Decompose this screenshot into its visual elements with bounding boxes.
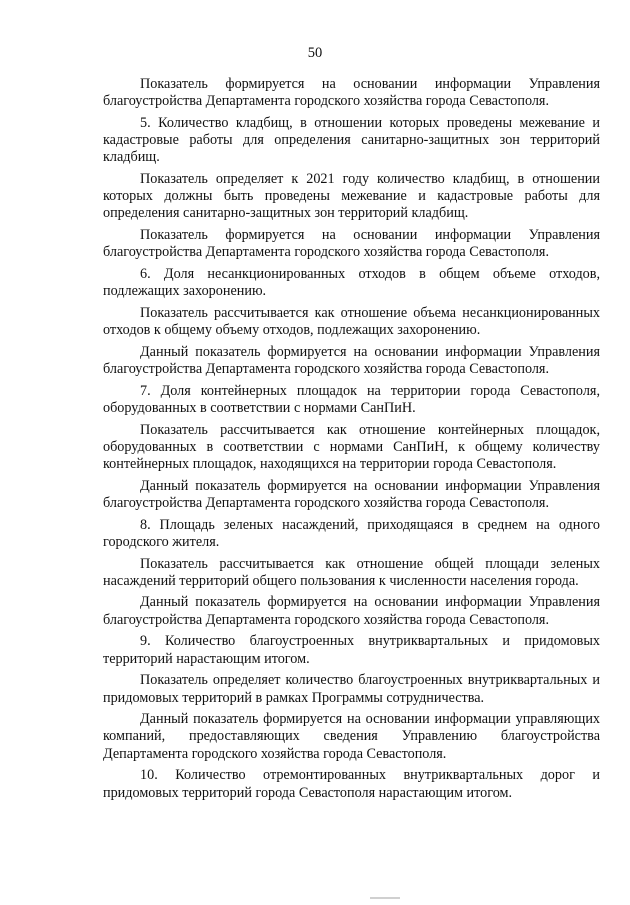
- paragraph-source-5: Показатель формируется на основании информации Управления благоустройства Департамента городского хозяйства города Севастополя.: [103, 227, 600, 261]
- scan-artifact: [370, 897, 400, 899]
- page-number: 50: [307, 45, 323, 61]
- paragraph-definition-6: Показатель рассчитывается как отношение объема несанкционированных отходов к общему объему отходов, подлежащих захоронению.: [103, 304, 600, 339]
- paragraph-source-1: Показатель формируется на основании информации Управления благоустройства Департамента городского хозяйства города Севастополя.: [103, 76, 600, 110]
- paragraph-indicator-5: 5. Количество кладбищ, в отношении которых проведены межевание и кадастровые работы для определения санитарно-защитных зон территорий кладбищ.: [103, 114, 600, 166]
- paragraph-definition-5: Показатель определяет к 2021 году количество кладбищ, в отношении которых должны быть проведены межевание и кадастровые работы для определения санитарно-защитных зон территорий кладбищ.: [103, 171, 600, 222]
- paragraph-definition-7: Показатель рассчитывается как отношение контейнерных площадок, оборудованных в соответствии с нормами СанПиН, к общему количеству контейнерных площадок, находящихся на территории города Севастополя.: [103, 421, 600, 473]
- paragraph-indicator-7: 7. Доля контейнерных площадок на территории города Севастополя, оборудованных в соответствии с нормами СанПиН.: [103, 382, 600, 416]
- document-body: [103, 76, 600, 802]
- paragraph-indicator-10: 10. Количество отремонтированных внутриквартальных дорог и придомовых территорий города Севастополя нарастающим итогом.: [103, 767, 600, 801]
- paragraph-indicator-9: 9. Количество благоустроенных внутриквартальных и придомовых территорий нарастающим итогом.: [103, 633, 600, 667]
- paragraph-indicator-6: 6. Доля несанкционированных отходов в общем объеме отходов, подлежащих захоронению.: [103, 266, 600, 300]
- paragraph-source-6: Данный показатель формируется на основании информации Управления благоустройства Департамента городского хозяйства города Севастополя.: [103, 343, 600, 378]
- paragraph-definition-9: Показатель определяет количество благоустроенных внутриквартальных и придомовых территорий в рамках Программы сотрудничества.: [103, 672, 600, 706]
- paragraph-indicator-8: 8. Площадь зеленых насаждений, приходящаяся в среднем на одного городского жителя.: [103, 516, 600, 550]
- paragraph-source-7: Данный показатель формируется на основании информации Управления благоустройства Департамента городского хозяйства города Севастополя.: [103, 477, 600, 511]
- paragraph-source-9: Данный показатель формируется на основании информации управляющих компаний, предоставляющих сведения Управлению благоустройства Департамента городского хозяйства города Севастополя.: [103, 711, 600, 762]
- paragraph-definition-8: Показатель рассчитывается как отношение общей площади зеленых насаждений территорий общего пользования к численности населения города.: [103, 555, 600, 589]
- paragraph-source-8: Данный показатель формируется на основании информации Управления благоустройства Департамента городского хозяйства города Севастополя.: [103, 594, 600, 628]
